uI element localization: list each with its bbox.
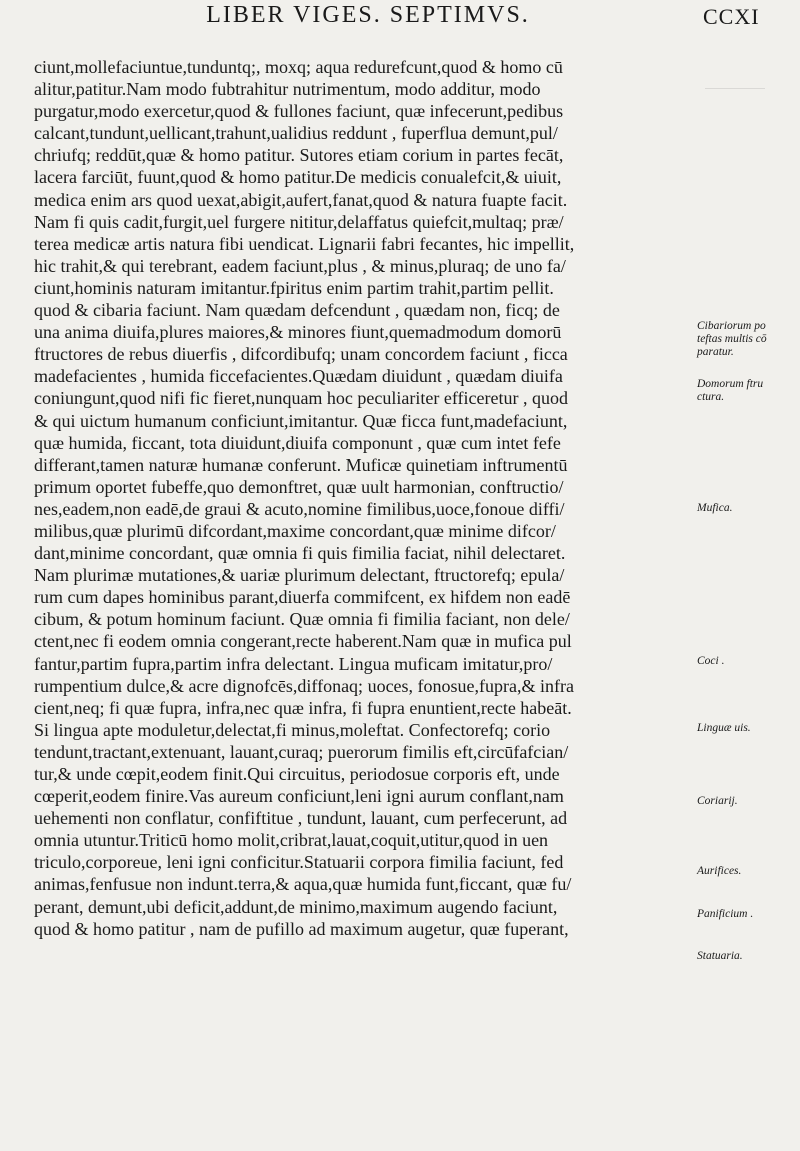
margin-note-line: Coriarij. [697, 795, 738, 807]
text-line: triculo,corporeue, leni igni conficitur.Statuarii corpora fimilia faciunt, fed [34, 852, 564, 873]
text-line: chriufq; reddūt,quæ & homo patitur. Sutores etiam corium in partes fecāt, [34, 145, 564, 166]
margin-note-coci [697, 655, 797, 668]
margin-note-line: teftas multis cō [697, 333, 767, 345]
text-line: ciunt,mollefaciuntue,tunduntq;, moxq; aqua redurefcunt,quod & homo cū [34, 57, 563, 77]
margin-note-line: Panificium . [697, 908, 754, 920]
text-line: & qui uictum humanum conficiunt,imitantur. Quæ ficca funt,madefaciunt, [34, 410, 568, 431]
margin-note-aurifices [697, 865, 797, 878]
text-line: rum cum dapes hominibus parant,diuerfa commifcent, ex hifdem non eadē [34, 587, 571, 608]
text-line: una anima diuifa,plures maiores,& minores fiunt,quemadmodum domorū [34, 322, 562, 343]
margin-note-lingua [697, 722, 797, 735]
folio-number: CCXI [703, 4, 760, 29]
text-line: rumpentium dulce,& acre dignofcēs,diffonaq; uoces, fonosue,fupra,& infra [34, 675, 574, 696]
text-line: Nam fi quis cadit,furgit,uel furgere nititur,delaffatus quiefcit,multaq; præ/ [34, 211, 564, 232]
text-line: nes,eadem,non eadē,de graui & acuto,nomine fimilibus,uoce,fonoue diffi/ [34, 498, 565, 519]
text-line: madefacientes , humida ficcefacientes.Quædam diuidunt , quædam diuifa [34, 366, 563, 387]
margin-note-line: Mufica. [697, 502, 733, 514]
text-line: milibus,quæ plurimū difcordant,maxime concordant,quæ minime difcor/ [34, 520, 556, 541]
text-line: purgatur,modo exercetur,quod & fullones faciunt, quæ infecerunt,pedibus [34, 101, 564, 122]
running-title: LIBER VIGES. SEPTIMVS. [206, 2, 530, 28]
margin-note-line: Coci . [697, 655, 725, 667]
main-text-block [34, 56, 686, 940]
text-line: quæ humida, ficcant, tota diuidunt,diuifa componunt , quæ cum intet fefe [34, 432, 561, 453]
margin-note-line: Cibariorum po [697, 320, 766, 332]
text-line: animas,fenfusue non indunt.terra,& aqua,quæ humida funt,ficcant, quæ fu/ [34, 874, 572, 895]
text-line: Si lingua apte moduletur,delectat,fi minus,moleftat. Confectorefq; corio [34, 719, 551, 740]
margin-note-line: Aurifices. [697, 865, 742, 877]
text-line: medica enim ars quod uexat,abigit,aufert,fanat,quod & natura fuapte facit. [34, 189, 568, 210]
text-line: cibum, & potum hominum faciunt. Quæ omnia fi fimilia faciant, non dele/ [34, 609, 570, 630]
text-line: uehementi non conflatur, confiftitue , tundunt, lauant, cum perfecerunt, ad [34, 808, 568, 829]
margin-note-line: Linguæ uis. [697, 722, 751, 734]
text-line: tendunt,tractant,extenuant, lauant,curaq; puerorum fimilis eft,circūfafcian/ [34, 741, 569, 762]
text-line: fantur,partim fupra,partim infra delectant. Lingua muficam imitatur,pro/ [34, 653, 553, 674]
text-line: omnia utuntur.Triticū homo molit,cribrat,lauat,coquit,utitur,quod in uen [34, 830, 549, 851]
text-line: terea medicæ artis natura fibi uendicat. Lignarii fabri fecantes, hic impellit, [34, 233, 575, 254]
text-line: calcant,tundunt,uellicant,trahunt,ualidius reddunt , fuperflua demunt,pul/ [34, 123, 558, 144]
margin-note-cibaria [697, 320, 797, 359]
text-line: cient,neq; fi quæ fupra, infra,nec quæ infra, fi fupra enuntient,recte habeāt. [34, 697, 572, 718]
text-line: cœperit,eodem finire.Vas aureum conficiunt,leni igni aurum conflant,nam [34, 786, 564, 807]
text-line: differant,tamen naturæ humanæ conferunt. Muficæ quinetiam inftrumentū [34, 454, 568, 475]
text-line: ctent,nec fi eodem omnia congerant,recte haberent.Nam quæ in mufica pul [34, 631, 572, 652]
text-line: ftructores de rebus diuerfis , difcordibufq; unam concordem faciunt , ficca [34, 344, 568, 365]
text-line: coniungunt,quod nifi fic fieret,nunquam hoc peculiariter efficeretur , quod [34, 388, 568, 409]
margin-note-line: ctura. [697, 391, 725, 403]
margin-note-line: Statuaria. [697, 950, 743, 962]
text-line: quod & cibaria faciunt. Nam quædam defcendunt , quædam non, ficq; de [34, 300, 560, 321]
margin-note-coriarii [697, 795, 797, 808]
text-line: ciunt,hominis naturam imitantur.fpiritus enim partim trahit,partim pellit. [34, 277, 554, 298]
text-line: Nam plurimæ mutationes,& uariæ plurimum delectant, ftructorefq; epula/ [34, 565, 565, 586]
text-line: hic trahit,& qui terebrant, eadem faciunt,plus , & minus,pluraq; de uno fa/ [34, 255, 566, 276]
text-line: perant, demunt,ubi deficit,addunt,de minimo,maximum augendo faciunt, [34, 896, 558, 917]
text-line: primum oportet fubeffe,quo demonftret, quæ uult harmonian, conftructio/ [34, 476, 564, 497]
margin-note-line: Domorum ftru [697, 378, 764, 390]
text-line: alitur,patitur.Nam modo fubtrahitur nutrimentum, modo additur, modo [34, 79, 541, 100]
margin-note-line: paratur. [697, 346, 734, 358]
bleed-through-mark [705, 88, 765, 129]
text-line: tur,& unde cœpit,eodem finit.Qui circuitus, periodosue corporis eft, unde [34, 764, 560, 784]
text-line: dant,minime concordant, quæ omnia fi quis fimilia faciat, nihil delectaret. [34, 543, 566, 564]
text-line: lacera farciūt, fuunt,quod & homo patitur.De medicis conualefcit,& uiuit, [34, 167, 562, 188]
margin-note-statuaria [697, 950, 797, 963]
margin-note-domorum [697, 378, 797, 404]
margin-note-panificium [697, 908, 797, 921]
margin-note-musica [697, 502, 797, 515]
text-line: quod & homo patitur , nam de pufillo ad maximum augetur, quæ fuperant, [34, 918, 569, 939]
